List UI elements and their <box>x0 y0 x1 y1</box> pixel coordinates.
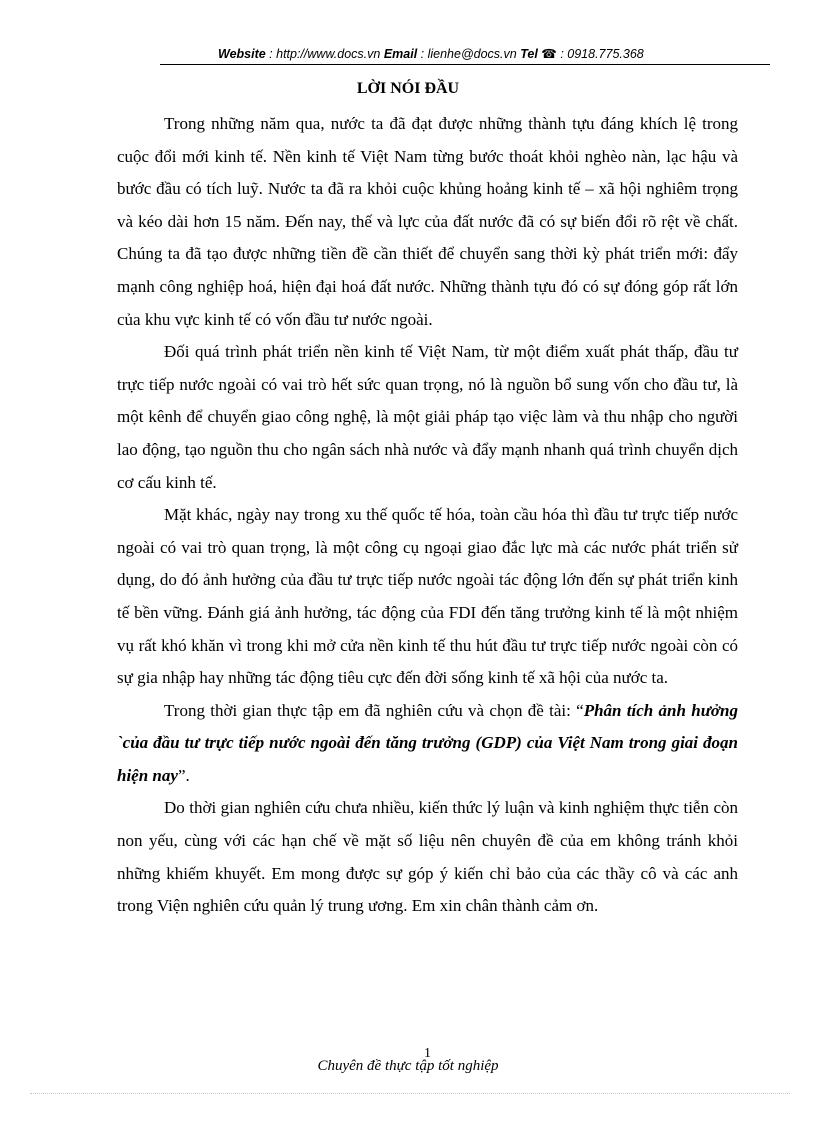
website-label: Website <box>218 47 266 61</box>
page-number: 1 <box>424 1046 431 1061</box>
email-value: : lienhe@docs.vn <box>417 47 521 61</box>
tel-value: : 0918.775.368 <box>556 47 644 61</box>
email-label: Email <box>383 47 418 61</box>
paragraph-4 <box>117 695 738 793</box>
website-value: : http://www.docs.vn <box>265 47 384 61</box>
document-title: LỜI NÓI ĐẦU <box>356 80 460 97</box>
thesis-topic: Phân tích ảnh hưởng `của đầu tư trực tiếp nước ngoài đến tăng trưởng (GDP) của Việt Nam trong giai đoạn hiện nay <box>117 700 738 785</box>
paragraph-4-lead: Trong thời gian thực tập em đã nghiên cứu và chọn đề tài: “ <box>164 700 584 720</box>
page-bottom-divider <box>30 1093 790 1094</box>
tel-label: Tel <box>520 47 542 61</box>
paragraph-2: Đối quá trình phát triển nền kinh tế Việt Nam, từ một điểm xuất phát thấp, đầu tư trực tiếp nước ngoài có vai trò hết sức quan trọng, nó là nguồn bổ sung vốn cho đầu tư, là một kênh để chuyển giao công nghệ, là một giải pháp tạo việc làm và thu nhập cho người lao động, tạo nguồn thu cho ngân sách nhà nước và đẩy mạnh nhanh quá trình chuyển dịch cơ cấu kinh tế. <box>117 342 738 492</box>
paragraph-5: Do thời gian nghiên cứu chưa nhiều, kiến thức lý luận và kinh nghiệm thực tiễn còn non yếu, cùng với các hạn chế về mặt số liệu nên chuyên đề của em không tránh khỏi những khiếm khuyết. Em mong được sự góp ý kiến chỉ bảo của các thầy cô và các anh trong Viện nghiên cứu quản lý trung ương. Em xin chân thành cảm ơn. <box>117 798 738 916</box>
footer-caption: Chuyên đề thực tập tốt nghiệp <box>317 1058 499 1074</box>
paragraph-4-tail: ”. <box>177 765 190 785</box>
telephone-icon: ☎ <box>541 47 557 61</box>
paragraph-3: Mặt khác, ngày nay trong xu thế quốc tế hóa, toàn cầu hóa thì đầu tư trực tiếp nước ngoài có vai trò quan trọng, là một công cụ ngoại giao đắc lực mà các nước phát triển sử dụng, do đó ảnh hưởng của đầu tư trực tiếp nước ngoài tác động lớn đến sự phát triển kinh tế bền vững. Đánh giá ảnh hưởng, tác động của FDI đến tăng trưởng kinh tế là một nhiệm vụ rất khó khăn vì trong khi mở cửa nền kinh tế thu hút đầu tư trực tiếp nước ngoài còn có sự gia nhập hay những tác động tiêu cực đến đời sống kinh tế xã hội của nước ta. <box>117 505 738 688</box>
header-rule <box>160 64 770 65</box>
document-body <box>117 108 738 923</box>
paragraph-1: Trong những năm qua, nước ta đã đạt được những thành tựu đáng khích lệ trong cuộc đổi mới kinh tế. Nền kinh tế Việt Nam từng bước thoát khỏi nghèo nàn, lạc hậu và bước đầu có tích luỹ. Nước ta đã ra khỏi cuộc khủng hoảng kinh tế – xã hội nghiêm trọng và kéo dài hơn 15 năm. Đến nay, thế và lực của đất nước đã có sự biến đổi rõ rệt về chất. Chúng ta đã tạo được những tiền đề cần thiết để chuyển sang thời kỳ phát triển mới: đẩy mạnh công nghiệp hoá, hiện đại hoá đất nước. Những thành tựu đó có sự đóng góp rất lớn của khu vực kinh tế có vốn đầu tư nước ngoài. <box>117 114 738 329</box>
